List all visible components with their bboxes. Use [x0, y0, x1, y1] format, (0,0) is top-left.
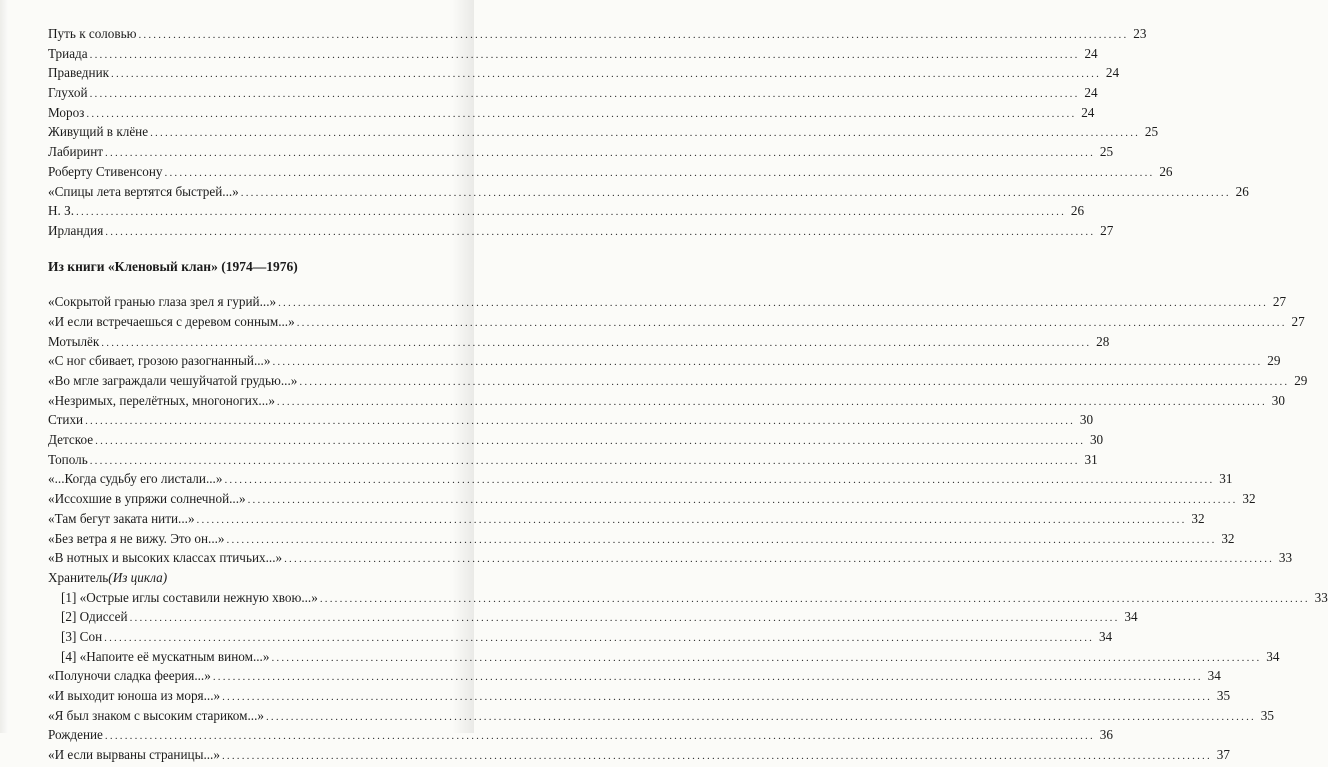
- toc-entry-title: «Иссохшие в упряжи солнечной...»: [48, 491, 246, 507]
- toc-entry: [48, 666, 1221, 686]
- toc-entry-title: Мотылёк: [48, 333, 100, 349]
- toc-entry: [48, 588, 1328, 608]
- toc-entry: [48, 430, 1104, 450]
- toc-entry-title: [1] «Острые иглы составили нежную хвою...»: [61, 589, 318, 605]
- toc-entry: [48, 450, 1098, 470]
- toc-entry: [48, 221, 1114, 241]
- toc-entry: [48, 489, 1256, 509]
- toc-entry-page-number: 31: [1219, 471, 1233, 487]
- dot-leader: [224, 471, 1214, 491]
- toc-entry: [48, 686, 1231, 706]
- toc-entry: [48, 24, 1147, 44]
- toc-entry-title: «Полуночи сладка феерия...»: [48, 668, 211, 684]
- table-of-contents: [48, 24, 1328, 765]
- toc-entry-page-number: 23: [1133, 26, 1147, 41]
- toc-entry: [48, 312, 1305, 332]
- toc-entry-title: Живущий в клёне: [48, 124, 149, 140]
- toc-entry-page-number: 33: [1314, 589, 1328, 605]
- toc-entry: [48, 410, 1094, 430]
- dot-leader: [76, 203, 1066, 223]
- dot-leader: [138, 26, 1128, 46]
- toc-entry: [48, 332, 1110, 352]
- toc-entry-title: «Незримых, перелётных, многоногих...»: [48, 392, 275, 408]
- toc-entry-title: «Сокрытой гранью глаза зрел я гурий...»: [48, 294, 277, 310]
- dot-leader: [130, 609, 1120, 629]
- toc-entry-page-number: 28: [1096, 333, 1110, 349]
- toc-entry-title: Мороз: [48, 104, 85, 120]
- toc-entry-page-number: 32: [1221, 530, 1235, 546]
- toc-entry-title: «С ног сбивает, грозою разогнанный...»: [48, 353, 271, 369]
- toc-entry-title: «Во мгле заграждали чешуйчатой грудью...»: [48, 373, 298, 389]
- toc-entry-title: [3] Сон: [61, 628, 103, 644]
- toc-entry: [48, 292, 1287, 312]
- toc-entry-title: «В нотных и высоких классах птичьих...»: [48, 550, 283, 566]
- toc-entry-title: Лабиринт: [48, 144, 104, 160]
- toc-entry-page-number: 32: [1191, 510, 1205, 526]
- toc-entry: [48, 44, 1098, 64]
- toc-entry-page-number: 34: [1098, 628, 1113, 644]
- dot-leader: [105, 144, 1095, 164]
- toc-entry-page-number: 24: [1084, 85, 1098, 101]
- toc-entry: [48, 627, 1113, 647]
- dot-leader: [165, 164, 1155, 184]
- dot-leader: [272, 353, 1262, 373]
- toc-entry: [48, 122, 1159, 142]
- toc-entry-page-number: 24: [1081, 104, 1095, 120]
- toc-entry-title: Роберту Стивенсону: [48, 163, 163, 179]
- dot-leader: [95, 432, 1085, 452]
- toc-entry-title: «Спицы лета вертятся быстрей...»: [48, 183, 239, 199]
- dot-leader: [150, 124, 1140, 144]
- dot-leader: [85, 412, 1075, 432]
- toc-entry-title: «Там бегут заката нити...»: [48, 510, 195, 526]
- toc-entry-title: «Я был знаком с высоким стариком...»: [48, 707, 264, 723]
- toc-entry: [48, 607, 1138, 627]
- dot-leader: [284, 550, 1274, 570]
- dot-leader: [320, 590, 1310, 610]
- toc-entry-title: Стихи: [48, 412, 84, 428]
- toc-entry: [48, 529, 1235, 549]
- toc-entry-page-number: 34: [1124, 609, 1138, 625]
- toc-entry-title: «И если вырваны страницы...»: [48, 747, 220, 763]
- toc-entry: [48, 351, 1281, 371]
- toc-entry-page-number: 35: [1216, 688, 1231, 704]
- dot-leader: [90, 46, 1080, 66]
- toc-entry-page-number: 37: [1216, 747, 1230, 763]
- toc-entry: [48, 745, 1230, 765]
- toc-entry-page-number: 32: [1242, 491, 1256, 507]
- dot-leader: [111, 65, 1101, 85]
- dot-leader: [278, 294, 1268, 314]
- toc-entry-page-number: 33: [1278, 550, 1293, 566]
- toc-entry-title: Рождение: [48, 727, 103, 743]
- dot-leader: [222, 688, 1212, 708]
- toc-entry: [48, 509, 1205, 529]
- dot-leader: [197, 511, 1187, 531]
- toc-entry-page-number: 30: [1079, 412, 1094, 428]
- toc-entry-title: Ирландия: [48, 222, 104, 238]
- toc-entry-title: «Без ветра я не вижу. Это он...»: [48, 530, 225, 546]
- toc-entry: [48, 706, 1274, 726]
- toc-entry-page-number: 34: [1266, 648, 1280, 664]
- dot-leader: [271, 649, 1261, 669]
- section-heading: Из книги «Кленовый клан» (1974—1976): [48, 258, 298, 274]
- toc-entry: [48, 725, 1113, 745]
- toc-entry-page-number: 34: [1207, 668, 1221, 684]
- toc-list-bottom: [48, 292, 1328, 765]
- toc-entry-title: «И выходит юноша из моря...»: [48, 688, 221, 704]
- toc-entry-title: «И если встречаешься с деревом сонным...»: [48, 313, 295, 329]
- toc-entry-page-number: 25: [1099, 144, 1114, 160]
- dot-leader: [227, 531, 1217, 551]
- dot-leader: [86, 105, 1076, 125]
- toc-entry: [48, 103, 1095, 123]
- toc-entry: [48, 469, 1233, 489]
- toc-entry: [48, 142, 1114, 162]
- toc-entry: [48, 162, 1173, 182]
- toc-entry-page-number: 30: [1271, 392, 1285, 408]
- toc-entry-page-number: 29: [1267, 353, 1281, 369]
- dot-leader: [105, 727, 1095, 747]
- dot-leader: [90, 85, 1080, 105]
- dot-leader: [299, 373, 1289, 393]
- toc-entry-page-number: 29: [1294, 373, 1308, 389]
- toc-entry-title: Н. З.: [48, 203, 75, 219]
- toc-entry-title: Тополь: [48, 451, 88, 467]
- toc-entry: [48, 182, 1249, 202]
- toc-entry-page-number: 26: [1070, 203, 1085, 219]
- toc-entry-page-number: 31: [1084, 451, 1098, 467]
- toc-entry: [48, 548, 1293, 568]
- toc-entry-page-number: 25: [1144, 124, 1159, 140]
- toc-entry-page-number: 30: [1089, 432, 1104, 448]
- toc-entry-page-number: 24: [1084, 45, 1098, 61]
- dot-leader: [297, 314, 1287, 334]
- toc-entry: [48, 647, 1280, 667]
- toc-list-top: [48, 24, 1249, 241]
- dot-leader: [222, 747, 1212, 767]
- dot-leader: [105, 223, 1095, 243]
- toc-entry-title: Путь к соловью: [48, 26, 137, 41]
- toc-entry-title: Хранитель: [48, 569, 109, 585]
- toc-entry-title: Триада: [48, 45, 88, 61]
- toc-entry: [48, 568, 444, 588]
- toc-entry-title: [4] «Напоите её мускатным вином...»: [61, 648, 270, 664]
- toc-entry-title: Детское: [48, 432, 94, 448]
- toc-entry-subtitle: (Из цикла): [108, 569, 168, 585]
- toc-entry-page-number: 27: [1272, 294, 1287, 310]
- dot-leader: [248, 491, 1238, 511]
- toc-entry-page-number: 27: [1291, 313, 1305, 329]
- toc-entry: [48, 63, 1120, 83]
- toc-entry-page-number: 26: [1159, 163, 1173, 179]
- toc-entry-page-number: 35: [1260, 707, 1274, 723]
- toc-entry: [48, 201, 1085, 221]
- toc-entry-page-number: 24: [1105, 65, 1120, 81]
- toc-entry-title: Глухой: [48, 85, 88, 101]
- toc-entry-page-number: 36: [1099, 727, 1113, 743]
- toc-entry: [48, 83, 1098, 103]
- dot-leader: [213, 668, 1203, 688]
- toc-entry-page-number: 27: [1100, 222, 1114, 238]
- toc-entry-title: «...Когда судьбу его листали...»: [48, 471, 223, 487]
- toc-entry: [48, 391, 1285, 411]
- toc-entry-page-number: 26: [1235, 183, 1249, 199]
- toc-entry-title: [2] Одиссей: [61, 609, 128, 625]
- toc-entry: [48, 371, 1308, 391]
- dot-leader: [90, 452, 1080, 472]
- dot-leader: [277, 393, 1267, 413]
- toc-entry-title: Праведник: [48, 65, 110, 81]
